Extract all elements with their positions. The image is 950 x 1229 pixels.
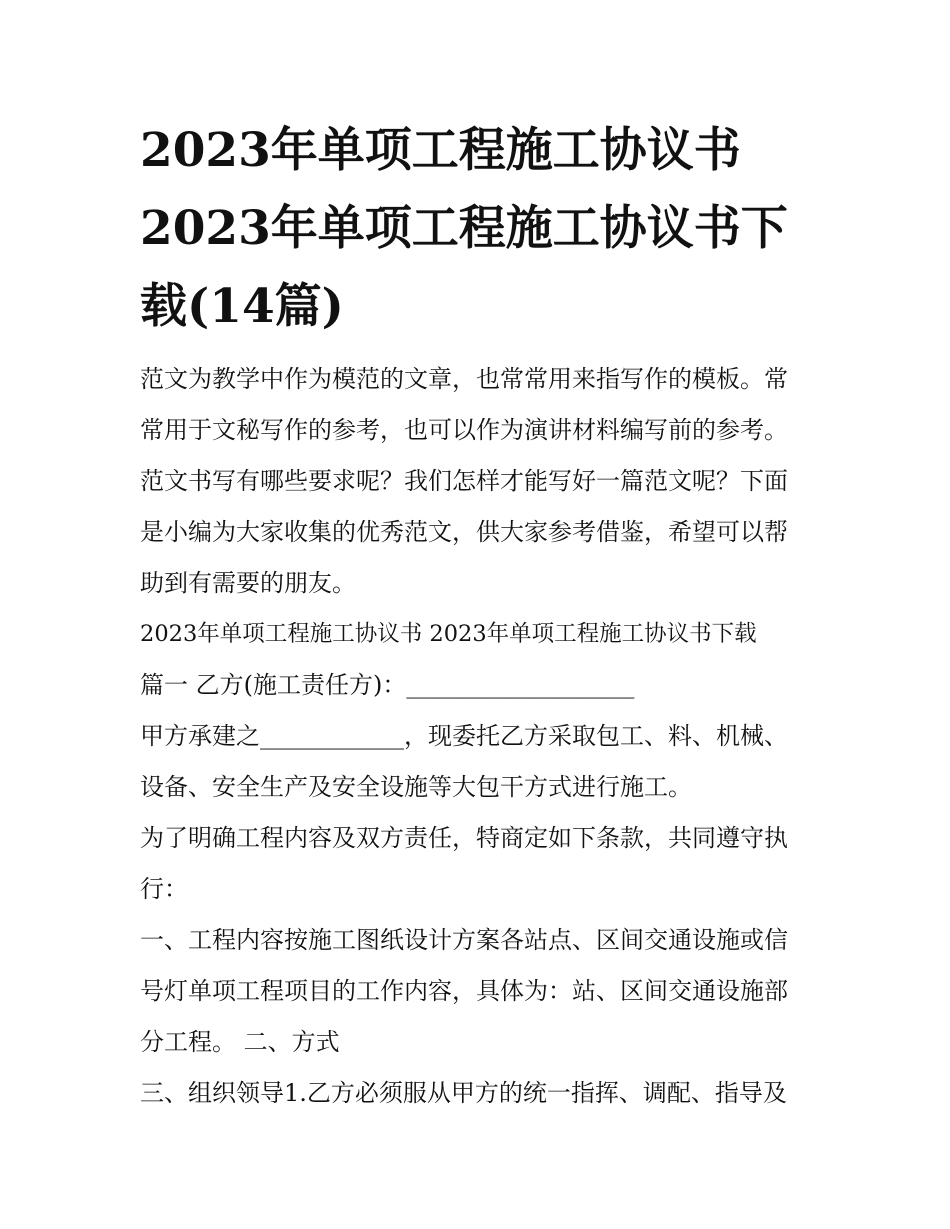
clause-3-paragraph: [140, 1068, 820, 1119]
text-line: 常用于文秘写作的参考，也可以作为演讲材料编写前的参考。: [140, 416, 788, 444]
text-line: 设备、安全生产及安全设施等大包干方式进行施工。: [140, 773, 692, 801]
text-line: 篇一 乙方(施工责任方)：___________________: [140, 671, 635, 699]
text-line: 范文书写有哪些要求呢？我们怎样才能写好一篇范文呢？下面: [140, 467, 788, 495]
intro-paragraph: [140, 354, 820, 609]
subtitle-paragraph: [140, 609, 820, 660]
title-line: 2023年单项工程施工协议书下: [140, 201, 788, 256]
text-line: 甲方承建之____________，现委托乙方采取包工、料、机械、: [140, 722, 788, 750]
text-line: 分工程。 二、方式: [140, 1028, 340, 1056]
purpose-paragraph: [140, 813, 820, 915]
title-line: 2023年单项工程施工协议书: [140, 123, 741, 178]
text-line: 是小编为大家收集的优秀范文，供大家参考借鉴，希望可以帮: [140, 518, 788, 546]
document-body: [140, 354, 820, 1119]
text-line: 号灯单项工程项目的工作内容，具体为：站、区间交通设施部: [140, 977, 788, 1005]
text-line: 一、工程内容按施工图纸设计方案各站点、区间交通设施或信: [140, 926, 788, 954]
clause-1-paragraph: [140, 915, 820, 1068]
document-title: [140, 112, 820, 346]
title-line: 载(14篇): [140, 279, 344, 334]
text-line: 三、组织领导1.乙方必须服从甲方的统一指挥、调配、指导及: [140, 1079, 787, 1107]
text-line: 范文为教学中作为模范的文章，也常常用来指写作的模板。常: [140, 365, 788, 393]
text-line: 行：: [140, 875, 188, 903]
text-line: 为了明确工程内容及双方责任，特商定如下条款，共同遵守执: [140, 824, 788, 852]
party-b-paragraph: [140, 660, 820, 711]
text-line: 2023年单项工程施工协议书 2023年单项工程施工协议书下载: [140, 621, 757, 647]
text-line: 助到有需要的朋友。: [140, 569, 356, 597]
contract-paragraph: [140, 711, 820, 813]
